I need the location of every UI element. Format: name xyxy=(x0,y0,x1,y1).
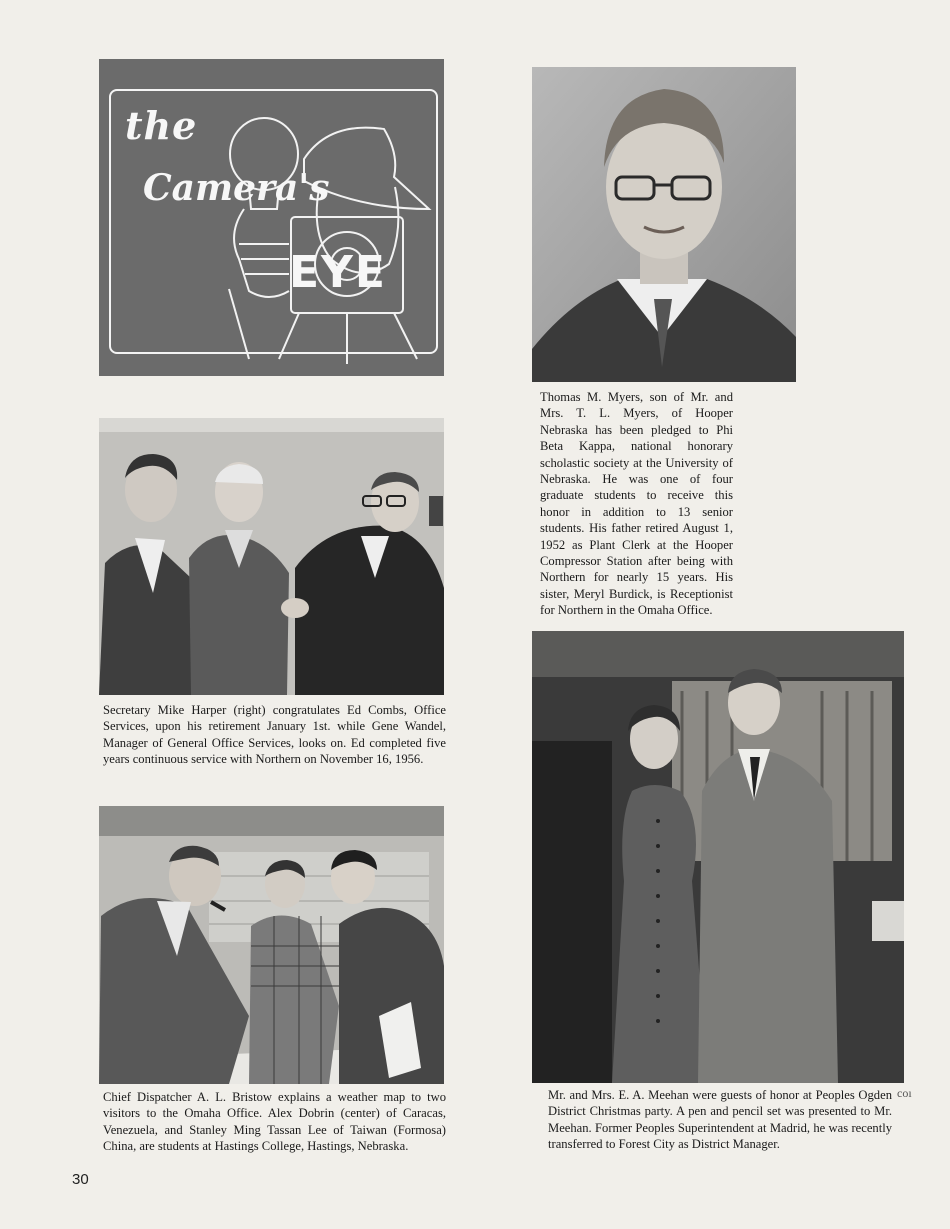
photo-harper-retirement xyxy=(99,418,444,695)
weather-map-illustration xyxy=(99,806,444,1084)
cameras-eye-logo xyxy=(99,59,444,376)
page-number: 30 xyxy=(72,1171,89,1188)
caption-harper-retirement: Secretary Mike Harper (right) congratulates Ed Combs, Office Services, upon his retirement January 1st. while Gene Wandel, Manager of General Office Services, looks on. Ed completed five years continuous service with Northern on November 16, 1956. xyxy=(103,703,446,767)
logo-word-the: the xyxy=(125,103,198,148)
photo-meehan-christmas-party xyxy=(532,631,904,1083)
margin-text-fragment: coı xyxy=(897,1086,912,1100)
caption-bristow-weather-map: Chief Dispatcher A. L. Bristow explains a weather map to two visitors to the Omaha Office. Alex Dobrin (center) of Caracas, Venezuela, and Stanley Ming Tassan Lee of Taiwan (Formosa) China, are students at Hastings College, Hastings, Nebraska. xyxy=(103,1090,446,1154)
photo-bristow-weather-map xyxy=(99,806,444,1084)
logo-word-cameras: Camera's xyxy=(143,167,330,209)
photo-thomas-myers xyxy=(532,67,796,382)
caption-thomas-myers: Thomas M. Myers, son of Mr. and Mrs. T. L. Myers, of Hooper Nebraska has been pledged to Phi Beta Kappa, national honorary scholastic society at the University of Nebraska. He was one of four graduate students to receive this honor in addition to 13 senior students. His father retired August 1, 1952 as Plant Clerk at the Hooper Compressor Station after being with Northern for nearly 15 years. His sister, Meryl Burdick, is Receptionist for Northern in the Omaha Office. xyxy=(540,390,733,618)
handshake-illustration xyxy=(99,418,444,695)
couple-illustration xyxy=(532,631,904,1083)
caption-meehan-christmas-party: Mr. and Mrs. E. A. Meehan were guests of honor at Peoples Ogden District Christmas party. A pen and pencil set was presented to Mr. Meehan. Former Peoples Superintendent at Madrid, he was recently transferred to Forest City as District Manager. xyxy=(548,1088,892,1152)
portrait-illustration xyxy=(532,67,796,382)
logo-word-eye: EYE xyxy=(289,247,387,298)
